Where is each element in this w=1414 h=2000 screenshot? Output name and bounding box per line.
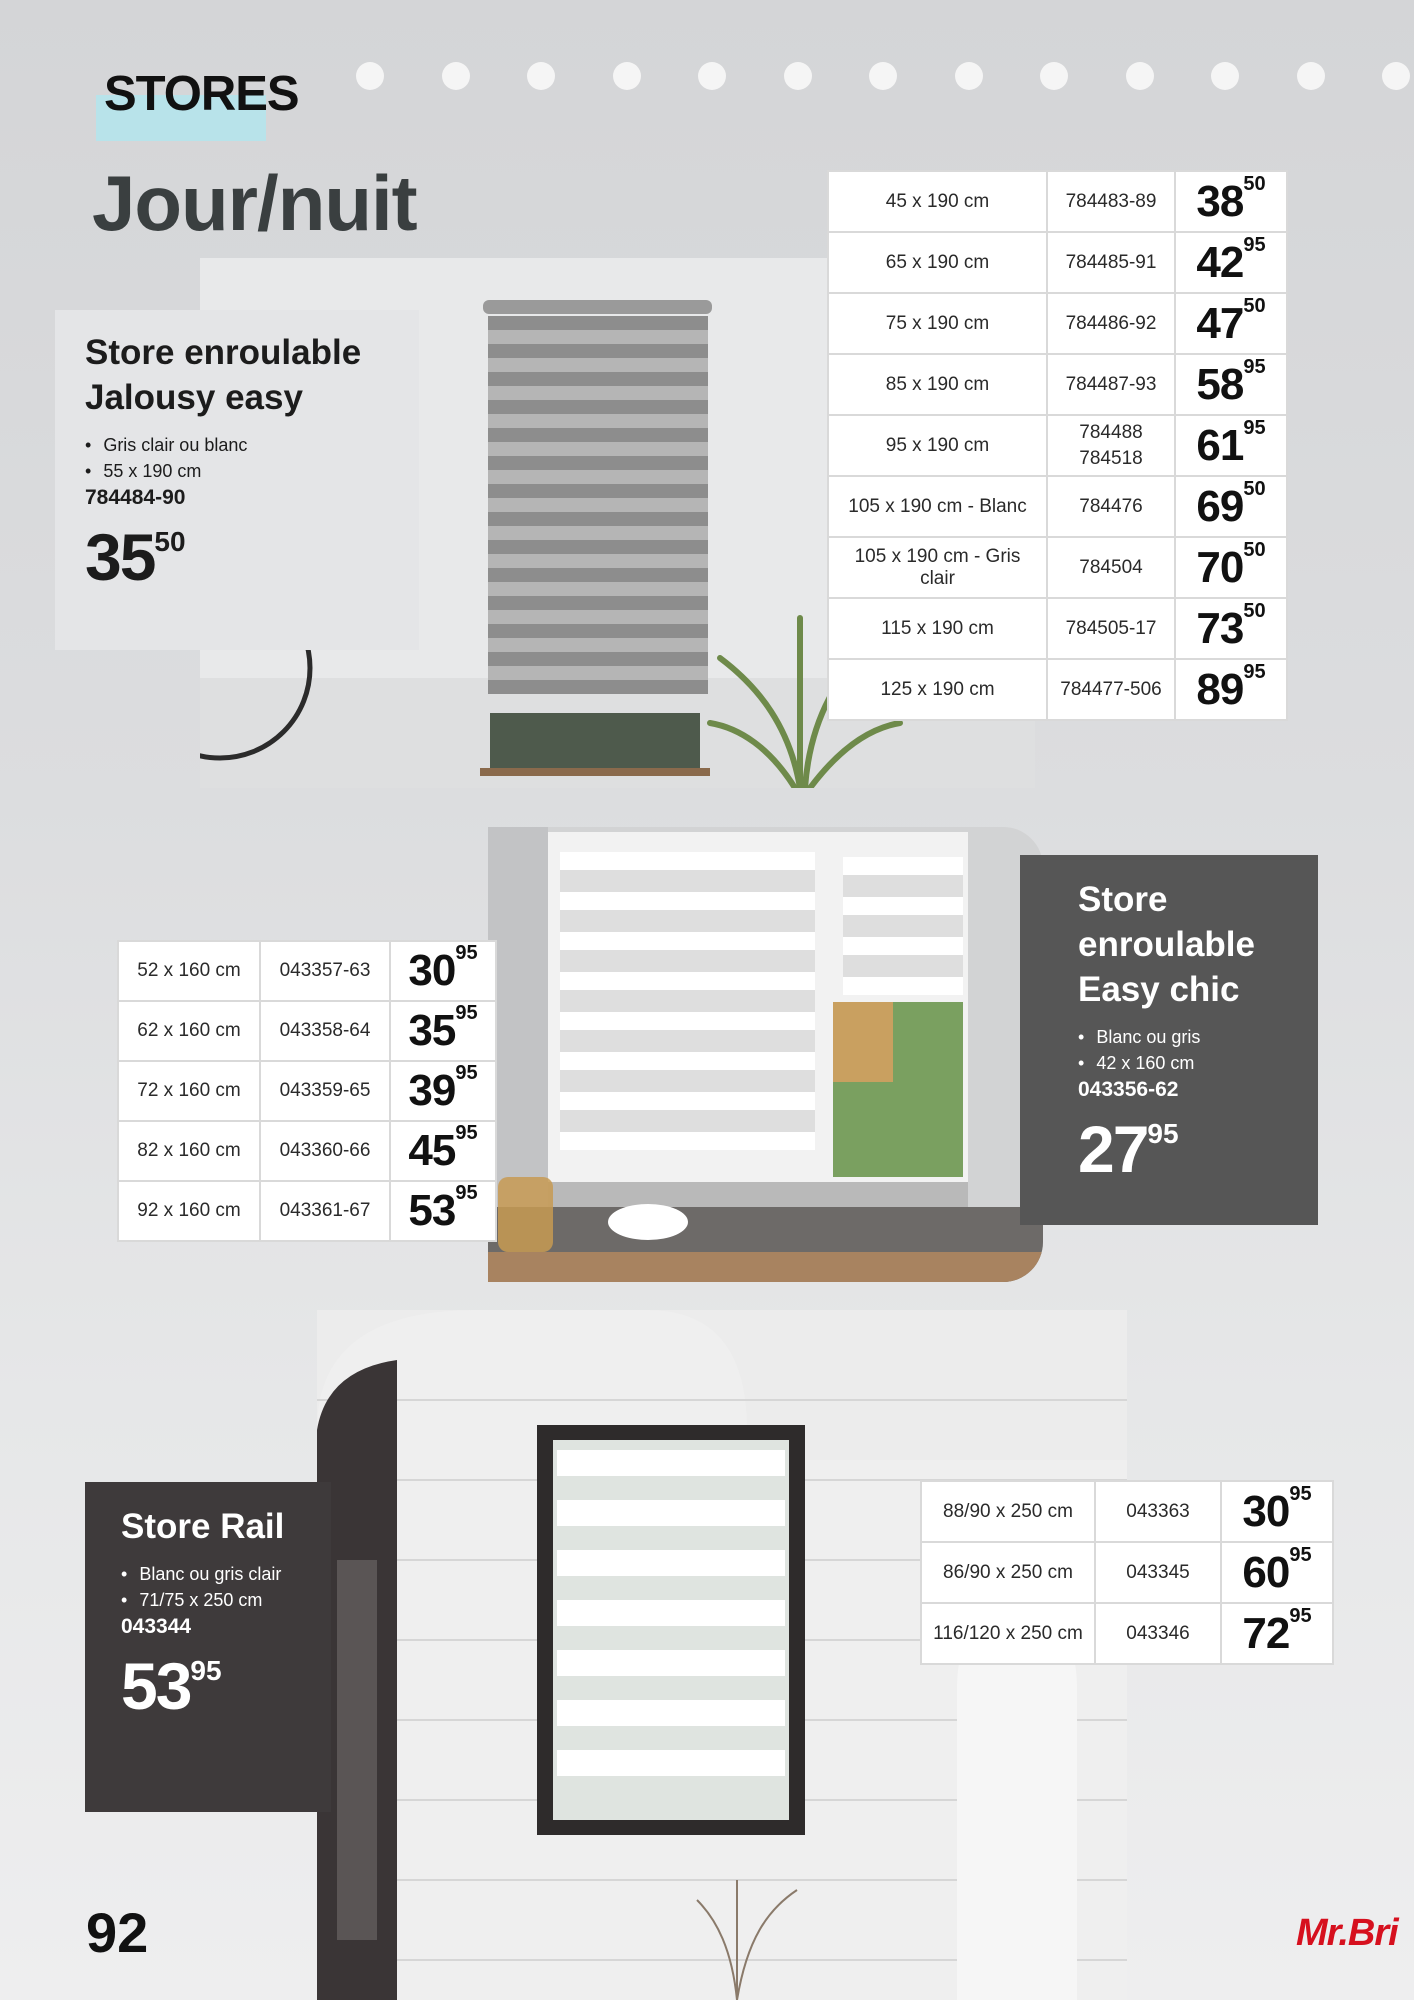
table-row: 92 x 160 cm 043361-67 $53^{95}$	[118, 1181, 496, 1241]
decorative-dots	[356, 62, 1410, 90]
feature-item: • 55 x 190 cm	[85, 458, 389, 484]
table-row: 62 x 160 cm 043358-64 $35^{95}$	[118, 1001, 496, 1061]
table-row: 125 x 190 cm 784477-506 $89^{95}$	[828, 659, 1287, 720]
table-row: 86/90 x 250 cm 043345 $60^{95}$	[921, 1542, 1333, 1603]
table-row: 115 x 190 cm 784505-17 $73^{50}$	[828, 598, 1287, 659]
table-row: 95 x 190 cm 784488 784518 $61^{95}$	[828, 415, 1287, 476]
product-features	[121, 1561, 295, 1613]
feature-item: • 42 x 160 cm	[1078, 1050, 1260, 1076]
feature-item: • Gris clair ou blanc	[85, 432, 389, 458]
price-table-store-rail	[920, 1480, 1334, 1665]
product-info-store-rail	[85, 1482, 331, 1812]
table-row: 105 x 190 cm - Gris clair 784504 $70^{50}$	[828, 537, 1287, 598]
page-title: Jour/nuit	[92, 159, 417, 247]
table-row: 75 x 190 cm 784486-92 $47^{50}$	[828, 293, 1287, 354]
table-row: 116/120 x 250 cm 043346 $72^{95}$	[921, 1603, 1333, 1664]
table-row: 88/90 x 250 cm 043363 $30^{95}$	[921, 1481, 1333, 1542]
price-table-jalousy	[827, 170, 1288, 721]
product-ref: 043356-62	[1078, 1078, 1179, 1101]
product-photo-easy-chic	[488, 827, 1043, 1282]
feature-item: • 71/75 x 250 cm	[121, 1587, 295, 1613]
product-price: $53^{95}$	[121, 1649, 222, 1723]
section-kicker: STORES	[104, 67, 299, 121]
product-features	[85, 432, 389, 484]
page-number: 92	[86, 1901, 149, 1964]
product-ref: 043344	[121, 1615, 192, 1638]
table-row: 72 x 160 cm 043359-65 $39^{95}$	[118, 1061, 496, 1121]
product-price: $35^{50}$	[85, 520, 186, 594]
table-row: 45 x 190 cm 784483-89 $38^{50}$	[828, 171, 1287, 232]
table-row: 52 x 160 cm 043357-63 $30^{95}$	[118, 941, 496, 1001]
price-table-easy-chic	[117, 940, 497, 1242]
product-info-jalousy	[55, 310, 419, 650]
table-row: 82 x 160 cm 043360-66 $45^{95}$	[118, 1121, 496, 1181]
product-ref: 784484-90	[85, 486, 186, 509]
product-name: Store enroulable Easy chic	[1078, 880, 1255, 1009]
feature-item: • Blanc ou gris clair	[121, 1561, 295, 1587]
product-info-easy-chic	[1020, 855, 1318, 1225]
product-name: Store Rail	[121, 1507, 285, 1546]
product-name: Store enroulable Jalousy easy	[85, 333, 362, 417]
table-row: 105 x 190 cm - Blanc 784476 $69^{50}$	[828, 476, 1287, 537]
feature-item: • Blanc ou gris	[1078, 1024, 1260, 1050]
product-features	[1078, 1024, 1260, 1076]
brand-logo: Mr.Bri	[1296, 1912, 1398, 1954]
table-row: 65 x 190 cm 784485-91 $42^{95}$	[828, 232, 1287, 293]
product-price: $27^{95}$	[1078, 1112, 1179, 1186]
table-row: 85 x 190 cm 784487-93 $58^{95}$	[828, 354, 1287, 415]
